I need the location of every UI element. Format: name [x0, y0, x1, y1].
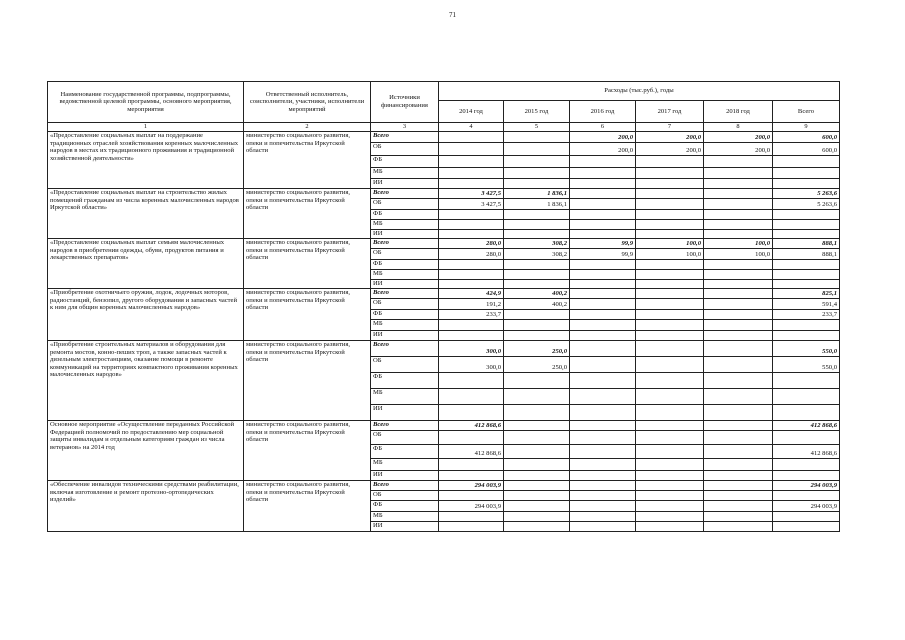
funding-source: ОБ [371, 491, 439, 501]
funding-source: ФБ [371, 501, 439, 512]
expense-value [439, 471, 504, 481]
expense-value [504, 280, 570, 289]
expense-value [773, 431, 840, 445]
expense-value [636, 445, 704, 459]
expense-value [704, 270, 773, 280]
funding-source: МБ [371, 459, 439, 471]
expense-value [504, 210, 570, 220]
expense-value: 200,0 [570, 132, 636, 143]
expense-value [570, 431, 636, 445]
expense-value [636, 405, 704, 421]
expense-value [704, 168, 773, 179]
expense-value [636, 512, 704, 522]
expense-value [773, 491, 840, 501]
expense-value [439, 220, 504, 230]
expense-value [636, 373, 704, 389]
funding-source: ИИ [371, 230, 439, 239]
expense-value [704, 331, 773, 341]
activity-name: «Предоставление социальных выплат на строительство жилых помещений гражданам из числа коренных малочисленных народов Иркутской области» [48, 189, 244, 239]
expense-value [704, 512, 773, 522]
header-source: Источники финансирования [371, 82, 439, 123]
expense-value [570, 421, 636, 431]
column-number: 7 [636, 123, 704, 132]
expense-value [439, 373, 504, 389]
funding-source: Всего [371, 239, 439, 249]
activity-executor: министерство социального развития, опеки и попечительства Иркутской области [244, 239, 371, 289]
activity-executor: министерство социального развития, опеки и попечительства Иркутской области [244, 481, 371, 532]
expense-value [570, 471, 636, 481]
expense-value [504, 168, 570, 179]
expense-value: 591,4 [773, 299, 840, 310]
expense-value: 308,2 [504, 249, 570, 260]
expense-value [636, 156, 704, 168]
expense-value [570, 310, 636, 320]
expense-value [773, 230, 840, 239]
expense-value [570, 341, 636, 357]
expense-value [704, 280, 773, 289]
expense-value [704, 421, 773, 431]
expense-value [570, 199, 636, 210]
expense-value [504, 421, 570, 431]
expense-value: 550,0 [773, 357, 840, 373]
expense-value [570, 230, 636, 239]
expense-value [704, 199, 773, 210]
column-number-row [48, 123, 840, 132]
expense-value: 550,0 [773, 341, 840, 357]
expense-value: 825,1 [773, 289, 840, 299]
expense-value [636, 341, 704, 357]
expense-value [570, 270, 636, 280]
expense-value [704, 189, 773, 199]
expense-value [636, 230, 704, 239]
expense-value: 100,0 [636, 239, 704, 249]
expense-value: 200,0 [704, 132, 773, 143]
expense-value [704, 210, 773, 220]
activity-name: «Обеспечение инвалидов техническими средствами реабилитации, включая изготовление и ремонт протезно-ортопедических изделий» [48, 481, 244, 532]
expense-value [570, 189, 636, 199]
expense-value [504, 431, 570, 445]
funding-source: ФБ [371, 156, 439, 168]
header-year-2014: 2014 год [439, 101, 504, 123]
expense-value [504, 156, 570, 168]
expense-value [570, 357, 636, 373]
header-expenses: Расходы (тыс.руб.), годы [439, 82, 840, 101]
expense-value: 3 427,5 [439, 199, 504, 210]
expense-value [636, 320, 704, 331]
expense-value [504, 389, 570, 405]
funding-source: ФБ [371, 210, 439, 220]
expense-value [636, 270, 704, 280]
activity-name: «Приобретение строительных материалов и оборудования для ремонта мостов, конно-пеших троп, а также запасных частей к дизельным электростанциям, оказание помощи в ремонте коммуникаций на территориях компактного проживания коренных малочисленных народов» [48, 341, 244, 421]
funding-source: Всего [371, 341, 439, 357]
expense-value: 600,0 [773, 143, 840, 156]
expense-value [570, 512, 636, 522]
funding-source: МБ [371, 389, 439, 405]
expense-value [439, 512, 504, 522]
expense-value [504, 132, 570, 143]
activity-name: «Приобретение охотничьего оружия, лодок, лодочных моторов, радиостанций, бензопил, другого оборудования и запасных частей к ним для общин коренных малочисленных народов» [48, 289, 244, 341]
expense-value: 233,7 [439, 310, 504, 320]
column-number: 6 [570, 123, 636, 132]
expense-value: 100,0 [704, 249, 773, 260]
header-year-2016: 2016 год [570, 101, 636, 123]
expense-value [704, 373, 773, 389]
expense-value [439, 522, 504, 532]
expense-value: 200,0 [704, 143, 773, 156]
funding-source: Всего [371, 189, 439, 199]
expense-value [704, 156, 773, 168]
expense-value [773, 320, 840, 331]
expense-value [773, 389, 840, 405]
expense-value [636, 421, 704, 431]
funding-source: ОБ [371, 199, 439, 210]
expense-value: 191,2 [439, 299, 504, 310]
expense-value: 1 836,1 [504, 199, 570, 210]
expense-value: 888,1 [773, 249, 840, 260]
funding-source: ФБ [371, 310, 439, 320]
expense-value [439, 280, 504, 289]
expense-value [504, 405, 570, 421]
activity-executor: министерство социального развития, опеки и попечительства Иркутской области [244, 421, 371, 481]
expense-value [504, 320, 570, 331]
expense-value: 412 868,6 [439, 421, 504, 431]
expense-value: 412 868,6 [773, 445, 840, 459]
funding-source: ФБ [371, 373, 439, 389]
expense-value: 294 003,9 [773, 501, 840, 512]
expense-value [636, 310, 704, 320]
expense-value [773, 471, 840, 481]
expense-value: 200,0 [636, 132, 704, 143]
expense-value: 600,0 [773, 132, 840, 143]
expense-value [773, 179, 840, 189]
expense-value [570, 320, 636, 331]
table-row [48, 421, 840, 431]
expense-value [773, 459, 840, 471]
funding-source: МБ [371, 168, 439, 179]
expense-value [504, 373, 570, 389]
expense-value [439, 156, 504, 168]
expense-value: 280,0 [439, 249, 504, 260]
expense-value [636, 431, 704, 445]
funding-source: МБ [371, 512, 439, 522]
expense-value [504, 459, 570, 471]
expense-value [636, 199, 704, 210]
expense-value [773, 270, 840, 280]
expense-value [570, 156, 636, 168]
funding-source: МБ [371, 220, 439, 230]
expense-value [570, 220, 636, 230]
page-number: 71 [449, 11, 456, 19]
column-number: 5 [504, 123, 570, 132]
expense-value: 400,2 [504, 299, 570, 310]
expense-value [439, 168, 504, 179]
expense-value [439, 179, 504, 189]
expense-value [704, 431, 773, 445]
expense-value: 5 263,6 [773, 199, 840, 210]
funding-source: МБ [371, 270, 439, 280]
expense-value [773, 280, 840, 289]
expense-value [704, 299, 773, 310]
expense-value [439, 491, 504, 501]
table-row [48, 341, 840, 357]
expense-value [504, 310, 570, 320]
expense-value [636, 357, 704, 373]
expense-value [636, 210, 704, 220]
funding-source: ОБ [371, 299, 439, 310]
expense-value [773, 512, 840, 522]
header-total: Всего [773, 101, 840, 123]
funding-source: ОБ [371, 143, 439, 156]
funding-source: Всего [371, 132, 439, 143]
expense-value [704, 471, 773, 481]
expense-value [504, 230, 570, 239]
expense-value [704, 357, 773, 373]
expense-value: 5 263,6 [773, 189, 840, 199]
expense-value [570, 491, 636, 501]
expense-value: 400,2 [504, 289, 570, 299]
expense-value [439, 405, 504, 421]
expense-value [704, 522, 773, 532]
expense-value: 200,0 [570, 143, 636, 156]
expense-value [636, 501, 704, 512]
expense-value [570, 389, 636, 405]
expense-value [636, 189, 704, 199]
expense-value [570, 168, 636, 179]
expense-value [704, 320, 773, 331]
expense-value: 3 427,5 [439, 189, 504, 199]
expense-value: 99,9 [570, 249, 636, 260]
expense-value: 300,0 [439, 341, 504, 357]
expense-value [773, 210, 840, 220]
expense-value [636, 459, 704, 471]
expense-value: 100,0 [704, 239, 773, 249]
expense-value [773, 168, 840, 179]
expense-value [704, 310, 773, 320]
expense-value [439, 210, 504, 220]
expense-value [570, 179, 636, 189]
table-row [48, 289, 840, 299]
expense-value [570, 210, 636, 220]
expense-value: 294 003,9 [439, 481, 504, 491]
column-number: 9 [773, 123, 840, 132]
expense-value [704, 445, 773, 459]
header-year-2015: 2015 год [504, 101, 570, 123]
expense-value [636, 260, 704, 270]
funding-source: ОБ [371, 249, 439, 260]
table-row [48, 481, 840, 491]
expense-value [504, 522, 570, 532]
expense-value: 412 868,6 [439, 445, 504, 459]
expense-value [773, 522, 840, 532]
activity-executor: министерство социального развития, опеки и попечительства Иркутской области [244, 189, 371, 239]
expense-value [570, 260, 636, 270]
expense-value [570, 373, 636, 389]
expense-value [504, 445, 570, 459]
expense-value [570, 459, 636, 471]
expense-value [504, 491, 570, 501]
activity-executor: министерство социального развития, опеки и попечительства Иркутской области [244, 341, 371, 421]
expense-value [439, 260, 504, 270]
expense-value [773, 405, 840, 421]
expense-value [439, 230, 504, 239]
header-name: Наименование государственной программы, подпрограммы, ведомственной целевой программы, основного мероприятия, мероприятия [48, 82, 244, 123]
expense-value [704, 459, 773, 471]
expense-value: 294 003,9 [773, 481, 840, 491]
expense-value: 294 003,9 [439, 501, 504, 512]
expense-value [439, 331, 504, 341]
expense-value: 1 836,1 [504, 189, 570, 199]
expense-value [636, 331, 704, 341]
expense-value: 250,0 [504, 341, 570, 357]
expense-value [636, 179, 704, 189]
expense-value [570, 280, 636, 289]
expense-value: 308,2 [504, 239, 570, 249]
expense-value [504, 481, 570, 491]
expense-value [636, 280, 704, 289]
expense-value [773, 331, 840, 341]
expense-value [504, 501, 570, 512]
expense-value [704, 341, 773, 357]
expense-value [773, 260, 840, 270]
expense-value [439, 459, 504, 471]
column-number: 3 [371, 123, 439, 132]
expense-value [504, 331, 570, 341]
funding-source: ФБ [371, 260, 439, 270]
expense-value [704, 491, 773, 501]
table-row [48, 239, 840, 249]
expense-value [704, 405, 773, 421]
column-number: 4 [439, 123, 504, 132]
funding-source: ФБ [371, 445, 439, 459]
activity-executor: министерство социального развития, опеки и попечительства Иркутской области [244, 289, 371, 341]
expense-value [704, 220, 773, 230]
funding-source: ИИ [371, 405, 439, 421]
expense-value [439, 389, 504, 405]
expense-value: 99,9 [570, 239, 636, 249]
funding-source: Всего [371, 481, 439, 491]
expense-value [504, 179, 570, 189]
expense-value: 424,9 [439, 289, 504, 299]
expense-value [636, 471, 704, 481]
expense-value [636, 289, 704, 299]
expense-value [773, 156, 840, 168]
expense-value [636, 481, 704, 491]
header-year-2017: 2017 год [636, 101, 704, 123]
expense-value [636, 491, 704, 501]
expense-value [439, 270, 504, 280]
expense-value [504, 512, 570, 522]
activity-name: «Предоставление социальных выплат на поддержание традиционных отраслей хозяйствования коренных малочисленных народов в местах их традиционного проживания и традиционной хозяйственной деятельности» [48, 132, 244, 189]
expense-value [636, 168, 704, 179]
expense-value [570, 501, 636, 512]
expense-value [504, 260, 570, 270]
expense-value [439, 320, 504, 331]
expense-value: 888,1 [773, 239, 840, 249]
expense-value: 280,0 [439, 239, 504, 249]
expense-value: 233,7 [773, 310, 840, 320]
expense-value [439, 132, 504, 143]
funding-source: ИИ [371, 471, 439, 481]
funding-source: МБ [371, 320, 439, 331]
expense-value [570, 481, 636, 491]
expense-value [704, 481, 773, 491]
funding-source: ИИ [371, 331, 439, 341]
expense-value [439, 431, 504, 445]
expense-value [636, 220, 704, 230]
header-executor: Ответственный исполнитель, соисполнители, участники, исполнители мероприятий [244, 82, 371, 123]
expense-value [504, 220, 570, 230]
expense-value [636, 299, 704, 310]
funding-source: ОБ [371, 357, 439, 373]
funding-source: Всего [371, 421, 439, 431]
expense-value [570, 289, 636, 299]
expense-value [773, 373, 840, 389]
funding-source: Всего [371, 289, 439, 299]
expense-value [570, 331, 636, 341]
expense-value [504, 471, 570, 481]
expense-value [704, 501, 773, 512]
expense-value: 200,0 [636, 143, 704, 156]
expense-value [439, 143, 504, 156]
expense-value [570, 522, 636, 532]
expense-value [704, 230, 773, 239]
activity-name: Основное мероприятие «Осуществление переданных Российской Федерацией полномочий по предоставлению мер социальной защиты инвалидам и отдельным категориям граждан из числа ветеранов» на 2014 год [48, 421, 244, 481]
funding-source: ИИ [371, 280, 439, 289]
column-number: 8 [704, 123, 773, 132]
expense-value [704, 260, 773, 270]
expense-value: 250,0 [504, 357, 570, 373]
expense-value [704, 179, 773, 189]
expenses-table [47, 81, 840, 532]
funding-source: ОБ [371, 431, 439, 445]
activity-name: «Предоставление социальных выплат семьям малочисленных народов в приобретении одежды, обуви, продуктов питания и лекарственных препаратов» [48, 239, 244, 289]
expense-value [773, 220, 840, 230]
header-year-2018: 2018 год [704, 101, 773, 123]
table-row [48, 189, 840, 199]
expense-value [570, 299, 636, 310]
expense-value: 300,0 [439, 357, 504, 373]
funding-source: ИИ [371, 179, 439, 189]
expense-value [704, 289, 773, 299]
expense-value [636, 389, 704, 405]
column-number: 2 [244, 123, 371, 132]
expense-value: 100,0 [636, 249, 704, 260]
table-body [48, 132, 840, 532]
expense-value [636, 522, 704, 532]
expense-value [704, 389, 773, 405]
expense-value [504, 270, 570, 280]
expense-value [570, 445, 636, 459]
table-row [48, 132, 840, 143]
expense-value [570, 405, 636, 421]
activity-executor: министерство социального развития, опеки и попечительства Иркутской области [244, 132, 371, 189]
expense-value: 412 868,6 [773, 421, 840, 431]
expense-value [504, 143, 570, 156]
column-number: 1 [48, 123, 244, 132]
funding-source: ИИ [371, 522, 439, 532]
